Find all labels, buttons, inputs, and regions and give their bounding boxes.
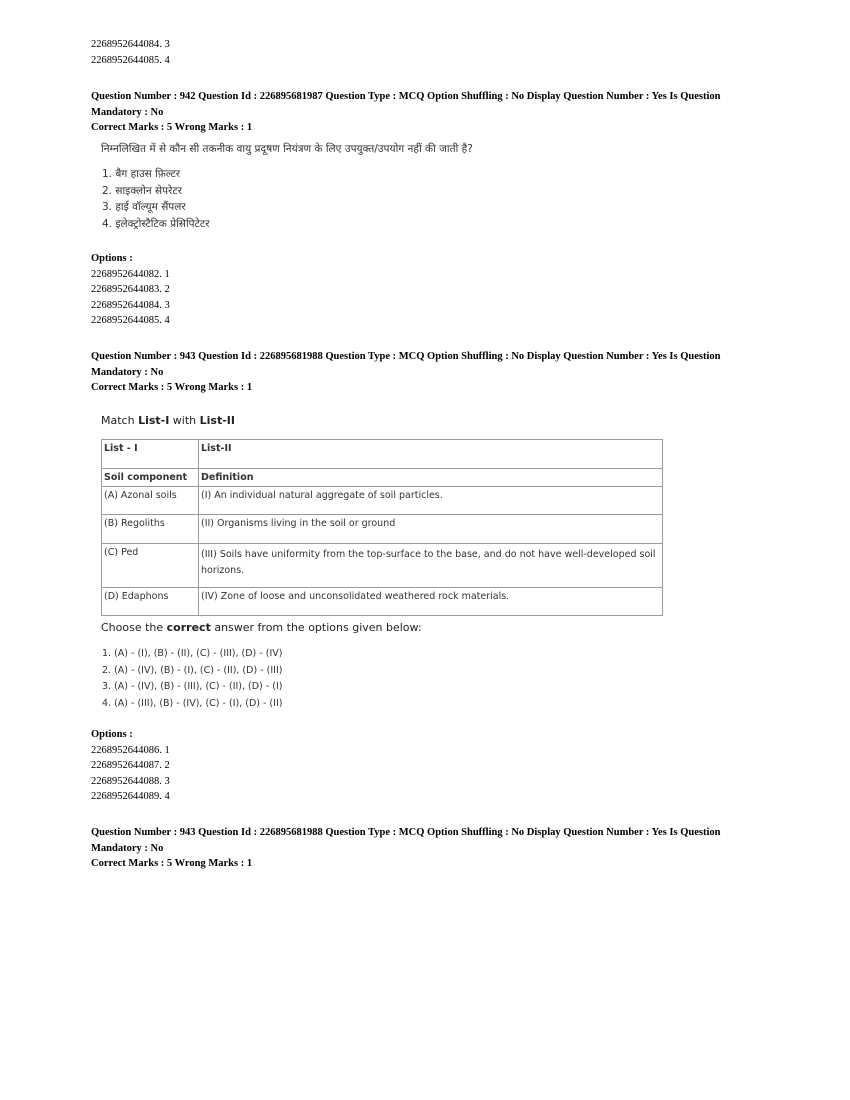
option-line: 2268952644083. 2 <box>91 284 170 295</box>
options-label: Options : <box>91 253 133 264</box>
match-intro <box>101 414 235 427</box>
table-cell: (B) Regoliths <box>102 515 199 544</box>
choice-item: 4. (A) - (III), (B) - (IV), (C) - (I), (D) - (II) <box>102 697 283 709</box>
intro-list1: List-I <box>138 414 170 427</box>
prev-options-tail <box>91 37 170 68</box>
option-line: 2268952644088. 3 <box>91 775 170 787</box>
question-marks: Correct Marks : 5 Wrong Marks : 1 <box>91 858 253 869</box>
question-marks: Correct Marks : 5 Wrong Marks : 1 <box>91 122 253 133</box>
intro-prefix: Match <box>101 414 139 427</box>
choice-item: 3. हाई वॉल्यूम सैंपलर <box>102 201 186 213</box>
intro-mid: with <box>169 414 200 427</box>
option-line: 2268952644084. 3 <box>91 39 170 50</box>
choose-prefix: Choose the <box>101 621 167 634</box>
table-cell: (D) Edaphons <box>102 588 199 616</box>
table-subheader-row <box>102 469 663 487</box>
question-meta-line2: Mandatory : No <box>91 842 164 854</box>
option-line: 2268952644085. 4 <box>91 315 170 326</box>
choose-instruction <box>101 621 422 634</box>
question-942-choices <box>102 166 210 232</box>
question-meta-line2: Mandatory : No <box>91 106 164 118</box>
choose-suffix: answer from the options given below: <box>210 621 422 634</box>
choice-item: 2. (A) - (IV), (B) - (I), (C) - (II), (D) - (III) <box>102 664 283 676</box>
option-line: 2268952644089. 4 <box>91 791 170 802</box>
choice-item: 1. बैग हाउस फ़िल्टर <box>102 168 181 180</box>
table-subheader-cell: Soil component <box>102 469 199 487</box>
match-table-wrapper <box>101 439 663 616</box>
option-line: 2268952644082. 1 <box>91 268 170 280</box>
match-table <box>101 439 663 616</box>
question-943-header <box>91 349 741 396</box>
intro-list2: List-II <box>199 414 235 427</box>
choice-item: 2. साइक्लोन सेपरेटर <box>102 184 182 197</box>
question-943-header-repeat <box>91 825 741 872</box>
table-subheader-cell: Definition <box>199 469 663 487</box>
table-header-cell: List - I <box>102 440 199 469</box>
question-stem: निम्नलिखित में से कौन सी तकनीक वायु प्रदूषण नियंत्रण के लिए उपयुक्त/उपयोग नहीं की जाती है? <box>101 143 473 155</box>
choice-item: 4. इलेक्ट्रोस्टैटिक प्रेसिपिटेटर <box>102 217 210 230</box>
options-label: Options : <box>91 729 133 740</box>
choose-bold: correct <box>166 621 211 634</box>
option-line: 2268952644087. 2 <box>91 760 170 771</box>
question-942-header <box>91 89 741 136</box>
choice-item: 1. (A) - (I), (B) - (II), (C) - (III), (D) - (IV) <box>102 648 283 659</box>
table-cell: (IV) Zone of loose and unconsolidated weathered rock materials. <box>199 588 663 616</box>
table-row <box>102 515 663 544</box>
question-marks: Correct Marks : 5 Wrong Marks : 1 <box>91 382 253 393</box>
table-row <box>102 487 663 515</box>
table-cell: (III) Soils have uniformity from the top-surface to the base, and do not have well-developed soil horizons. <box>199 544 663 588</box>
table-cell: (I) An individual natural aggregate of soil particles. <box>199 487 663 515</box>
table-row <box>102 588 663 616</box>
table-header-row <box>102 440 663 469</box>
option-line: 2268952644084. 3 <box>91 299 170 311</box>
table-header-cell: List-II <box>199 440 663 469</box>
question-meta-line2: Mandatory : No <box>91 366 164 378</box>
question-meta: Question Number : 942 Question Id : 226895681987 Question Type : MCQ Option Shuffling : No Display Question Number : Yes Is Question <box>91 91 721 102</box>
table-row <box>102 544 663 588</box>
question-meta: Question Number : 943 Question Id : 226895681988 Question Type : MCQ Option Shuffling : No Display Question Number : Yes Is Question <box>91 827 721 838</box>
question-943-options <box>91 727 170 805</box>
question-942-text <box>101 141 473 158</box>
choice-item: 3. (A) - (IV), (B) - (III), (C) - (II), (D) - (I) <box>102 681 283 692</box>
table-cell: (A) Azonal soils <box>102 487 199 515</box>
option-line: 2268952644085. 4 <box>91 54 170 66</box>
table-cell: (II) Organisms living in the soil or ground <box>199 515 663 544</box>
table-cell: (C) Ped <box>102 544 199 588</box>
question-943-choices <box>102 646 282 712</box>
option-line: 2268952644086. 1 <box>91 744 170 756</box>
question-meta: Question Number : 943 Question Id : 226895681988 Question Type : MCQ Option Shuffling : No Display Question Number : Yes Is Question <box>91 351 721 362</box>
question-942-options <box>91 251 170 329</box>
